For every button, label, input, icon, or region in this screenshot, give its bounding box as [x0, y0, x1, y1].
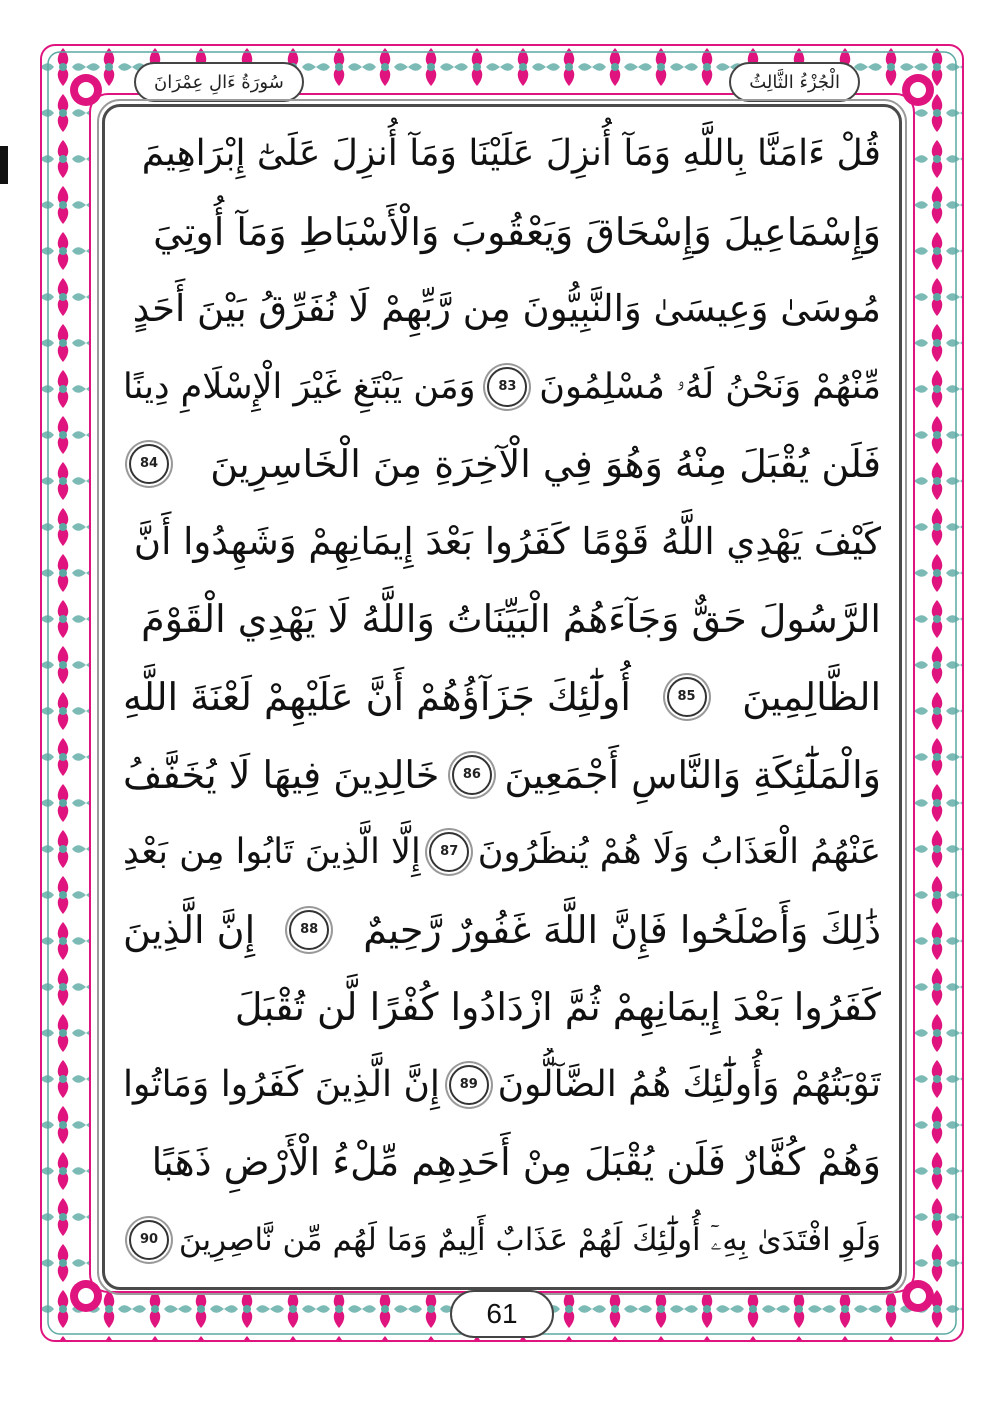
verse-line [123, 970, 881, 1044]
verse-line [123, 815, 881, 889]
verse-text: وَمَن يَبْتَغِ غَيْرَ الْإِسْلَامِ دِينًا [123, 366, 476, 407]
verse-line [123, 582, 881, 656]
verse-text: قُلْ ءَامَنَّا بِاللَّهِ وَمَآ أُنزِلَ عَلَيْنَا وَمَآ أُنزِلَ عَلَىٰٓ إِبْرَاهِيمَ [141, 133, 881, 174]
verse-text: ذَٰلِكَ وَأَصْلَحُوا فَإِنَّ اللَّهَ غَفُورٌ رَّحِيمٌ [363, 907, 881, 952]
verse-text: إِنَّ الَّذِينَ كَفَرُوا وَمَاتُوا [123, 1063, 440, 1105]
ayah-number-marker: 84 [129, 444, 169, 484]
verse-text: وَهُمْ كُفَّارٌ فَلَن يُقْبَلَ مِنْ أَحَدِهِم مِّلْءُ الْأَرْضِ ذَهَبًا [151, 1140, 881, 1185]
verse-lines [123, 117, 881, 1277]
mushaf-page [40, 44, 964, 1342]
surah-title: سُورَةُ ءَالِ عِمْرَانَ [134, 62, 304, 102]
verse-text: كَفَرُوا بَعْدَ إِيمَانِهِمْ ثُمَّ ازْدَادُوا كُفْرًا لَّن تُقْبَلَ [234, 985, 881, 1030]
verse-text: خَالِدِينَ فِيهَا لَا يُخَفَّفُ [123, 752, 440, 797]
verse-text: وَالْمَلَٰٓئِكَةِ وَالنَّاسِ أَجْمَعِينَ [504, 752, 881, 797]
verse-line [123, 427, 881, 501]
juz-title: الْجُزْءُ الثَّالِثُ [729, 62, 860, 102]
verse-line [123, 1203, 881, 1277]
verse-text: الرَّسُولَ حَقٌّ وَجَآءَهُمُ الْبَيِّنَاتُ وَاللَّهُ لَا يَهْدِي الْقَوْمَ [141, 597, 881, 642]
verse-line [123, 893, 881, 967]
ayah-number-marker: 89 [449, 1065, 489, 1105]
verse-line [123, 272, 881, 346]
ayah-number-marker: 83 [487, 367, 527, 407]
verse-text: عَنْهُمُ الْعَذَابُ وَلَا هُمْ يُنظَرُونَ [477, 832, 881, 873]
ayah-number-marker: 90 [129, 1220, 169, 1260]
ayah-number-marker: 87 [429, 832, 469, 872]
ayah-number-marker: 88 [289, 910, 329, 950]
verse-text-panel [102, 104, 902, 1290]
page-edge-mark [0, 146, 8, 184]
verse-text: كَيْفَ يَهْدِي اللَّهُ قَوْمًا كَفَرُوا بَعْدَ إِيمَانِهِمْ وَشَهِدُوا أَنَّ [133, 519, 881, 563]
ayah-number-marker: 85 [667, 677, 707, 717]
verse-line [123, 1125, 881, 1199]
verse-text: مُوسَىٰ وَعِيسَىٰ وَالنَّبِيُّونَ مِن رَّبِّهِمْ لَا نُفَرِّقُ بَيْنَ أَحَدٍ [132, 287, 881, 331]
verse-line [123, 117, 881, 191]
page-number: 61 [450, 1290, 554, 1338]
verse-line [123, 1048, 881, 1122]
verse-text: وَإِسْمَاعِيلَ وَإِسْحَاقَ وَيَعْقُوبَ وَالْأَسْبَاطِ وَمَآ أُوتِيَ [153, 209, 881, 254]
verse-text: إِلَّا الَّذِينَ تَابُوا مِن بَعْدِ [123, 832, 421, 873]
verse-line [123, 195, 881, 269]
verse-text: وَلَوِ افْتَدَىٰ بِهِۦٓ أُولَٰٓئِكَ لَهُمْ عَذَابٌ أَلِيمٌ وَمَا لَهُم مِّن نَّاصِرِينَ [178, 1221, 881, 1258]
verse-line [123, 350, 881, 424]
verse-line [123, 738, 881, 812]
verse-text: مِّنْهُمْ وَنَحْنُ لَهُۥ مُسْلِمُونَ [539, 366, 881, 407]
verse-line [123, 660, 881, 734]
verse-text: إِنَّ الَّذِينَ [123, 907, 256, 952]
verse-line [123, 505, 881, 579]
ayah-number-marker: 86 [452, 755, 492, 795]
verse-text: أُولَٰٓئِكَ جَزَآؤُهُمْ أَنَّ عَلَيْهِمْ لَعْنَةَ اللَّهِ [123, 674, 631, 719]
verse-text: الظَّالِمِينَ [742, 674, 881, 719]
verse-text: فَلَن يُقْبَلَ مِنْهُ وَهُوَ فِي الْآخِرَةِ مِنَ الْخَاسِرِينَ [210, 442, 881, 487]
verse-text: تَوْبَتُهُمْ وَأُولَٰٓئِكَ هُمُ الضَّآلُّونَ [497, 1063, 881, 1105]
